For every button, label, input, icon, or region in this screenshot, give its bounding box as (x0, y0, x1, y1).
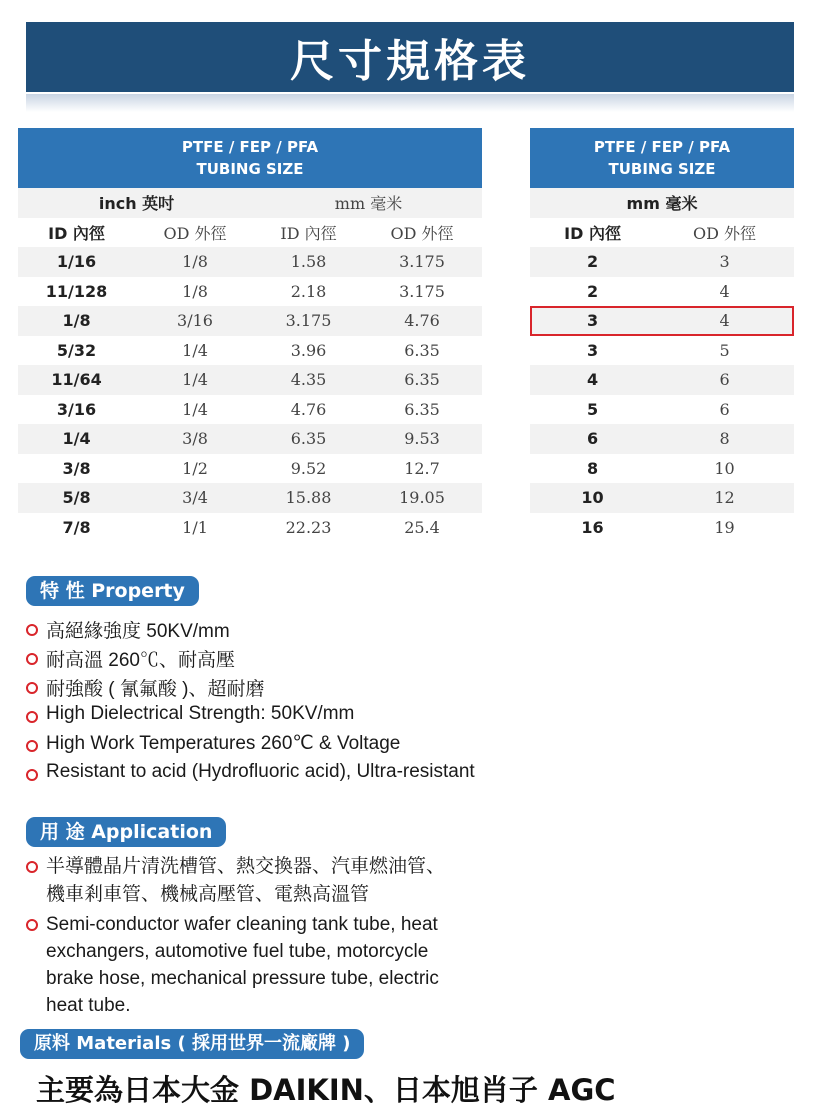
table-cell: 3/16 (18, 395, 135, 425)
table-cell: 7/8 (18, 513, 135, 543)
table-cell: 1/4 (135, 365, 255, 395)
materials-text: 主要為日本大金 DAIKIN、日本旭肖子 AGC (36, 1073, 616, 1107)
table-header (18, 128, 482, 188)
table-row (18, 365, 482, 395)
table-cell: 1/16 (18, 247, 135, 277)
table-cell: 12.7 (362, 454, 482, 484)
table-cell: 9.53 (362, 424, 482, 454)
table-cell: 11/128 (18, 277, 135, 307)
table-cell: 6.35 (255, 424, 362, 454)
table-cell: 3.175 (362, 247, 482, 277)
table-row (530, 483, 794, 513)
table-cell: 1/4 (18, 424, 135, 454)
table-cell: 16 (530, 513, 655, 543)
tubing-size-table-inch-mm (18, 128, 482, 542)
application-label: 用 途 Application (26, 817, 226, 847)
property-label: 特 性 Property (26, 576, 199, 606)
table-cell: 1/1 (135, 513, 255, 543)
table-row (530, 365, 794, 395)
table-header-line1: PTFE / FEP / PFA (593, 138, 731, 156)
table-cell: 1/8 (135, 277, 255, 307)
list-item: 耐高溫 260℃、耐高壓 (26, 645, 726, 674)
table-cell: 8 (655, 424, 794, 454)
table-cell: 1/8 (135, 247, 255, 277)
table-cell: 3/8 (135, 424, 255, 454)
table-row-highlighted (530, 306, 794, 336)
table-cell: 2 (530, 277, 655, 307)
table-cell: 2 (530, 247, 655, 277)
unit-mm: mm 毫米 (530, 188, 794, 218)
table-cell: 6.35 (362, 395, 482, 425)
unit-mm: mm 毫米 (255, 188, 482, 218)
table-row (18, 483, 482, 513)
table-row (18, 277, 482, 307)
table-cell: 1/4 (135, 336, 255, 366)
col-header-id-inch: ID 內徑 (18, 218, 135, 248)
col-header-id: ID 內徑 (530, 218, 655, 248)
table-row (18, 336, 482, 366)
table-row (18, 454, 482, 484)
table-cell: 3/8 (18, 454, 135, 484)
table-row (18, 306, 482, 336)
unit-inch: inch 英吋 (18, 188, 255, 218)
table-cell: 22.23 (255, 513, 362, 543)
table-row (530, 424, 794, 454)
col-header-od: OD 外徑 (655, 218, 794, 248)
table-cell: 3 (655, 247, 794, 277)
table-cell: 3.96 (255, 336, 362, 366)
table-cell: 2.18 (255, 277, 362, 307)
table-cell: 9.52 (255, 454, 362, 484)
list-item: 半導體晶片清洗槽管、熱交換器、汽車燃油管、機車剎車管、機械高壓管、電熱高溫管 (26, 853, 446, 909)
table-cell: 6 (655, 395, 794, 425)
table-cell: 10 (530, 483, 655, 513)
table-row (18, 513, 482, 543)
page-title: 尺寸規格表 (26, 22, 794, 92)
table-cell: 19 (655, 513, 794, 543)
table-cell: 1/2 (135, 454, 255, 484)
table-cell: 1/8 (18, 306, 135, 336)
table-cell: 3.175 (362, 277, 482, 307)
table-cell: 12 (655, 483, 794, 513)
col-header-od-mm: OD 外徑 (362, 218, 482, 248)
table-cell: 4.76 (255, 395, 362, 425)
table-row (530, 395, 794, 425)
table-cell: 3 (530, 306, 655, 336)
application-list (26, 853, 446, 1019)
title-shadow (26, 94, 794, 112)
col-header-od-inch: OD 外徑 (135, 218, 255, 248)
table-cell: 6 (655, 365, 794, 395)
table-cell: 19.05 (362, 483, 482, 513)
table-row (530, 513, 794, 543)
list-item: 高絕緣強度 50KV/mm (26, 616, 726, 645)
table-cell: 11/64 (18, 365, 135, 395)
table-cell: 4 (655, 306, 794, 336)
table-header-line2: TUBING SIZE (608, 160, 716, 178)
table-cell: 4.35 (255, 365, 362, 395)
table-row (530, 247, 794, 277)
table-cell: 25.4 (362, 513, 482, 543)
property-list (26, 616, 726, 790)
table-cell: 5/8 (18, 483, 135, 513)
table-row (530, 336, 794, 366)
table-row (530, 277, 794, 307)
table-cell: 15.88 (255, 483, 362, 513)
table-cell: 4.76 (362, 306, 482, 336)
table-cell: 8 (530, 454, 655, 484)
table-cell: 3/16 (135, 306, 255, 336)
materials-label: 原料 Materials ( 採用世界一流廠牌 ) (20, 1029, 364, 1059)
list-item: High Dielectrical Strength: 50KV/mm (26, 703, 726, 732)
table-cell: 3 (530, 336, 655, 366)
table-cell: 4 (530, 365, 655, 395)
table-row (530, 454, 794, 484)
list-item: Resistant to acid (Hydrofluoric acid), Ultra-resistant (26, 761, 726, 790)
table-cell: 6.35 (362, 365, 482, 395)
table-cell: 5/32 (18, 336, 135, 366)
table-cell: 5 (655, 336, 794, 366)
table-cell: 6.35 (362, 336, 482, 366)
table-row (18, 424, 482, 454)
col-header-id-mm: ID 內徑 (255, 218, 362, 248)
table-cell: 3.175 (255, 306, 362, 336)
list-item: 耐強酸 ( 氰氟酸 )、超耐磨 (26, 674, 726, 703)
table-row (18, 395, 482, 425)
list-item: Semi-conductor wafer cleaning tank tube, heat exchangers, automotive fuel tube, motorcycle brake hose, mechanical pressure tube, electric heat tube. (26, 911, 446, 1019)
table-row (18, 247, 482, 277)
table-cell: 6 (530, 424, 655, 454)
table-cell: 4 (655, 277, 794, 307)
table-cell: 1/4 (135, 395, 255, 425)
table-cell: 3/4 (135, 483, 255, 513)
tubing-size-table-mm (530, 128, 794, 542)
table-cell: 5 (530, 395, 655, 425)
table-cell: 1.58 (255, 247, 362, 277)
table-cell: 10 (655, 454, 794, 484)
table-header (530, 128, 794, 188)
list-item: High Work Temperatures 260℃ & Voltage (26, 732, 726, 761)
table-header-line2: TUBING SIZE (196, 160, 304, 178)
table-header-line1: PTFE / FEP / PFA (181, 138, 319, 156)
